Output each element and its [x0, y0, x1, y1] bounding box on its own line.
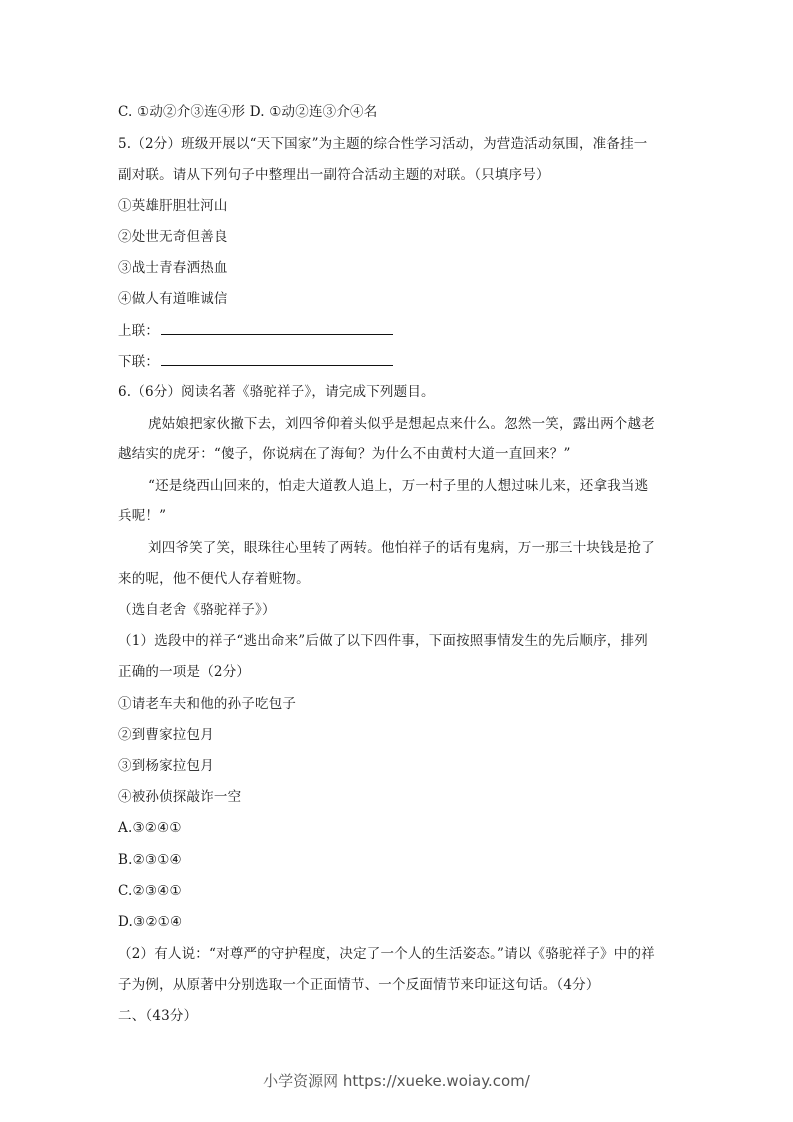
lower-couplet-row	[118, 353, 393, 370]
q6-1-option-d: D.③②①④	[118, 914, 183, 930]
q6-1-stem-line1: （1）选段中的祥子“逃出命来”后做了以下四件事，下面按照事情发生的先后顺序，排列	[118, 633, 648, 649]
upper-couplet-row	[118, 322, 393, 339]
q6-1-stem-line2: 正确的一项是（2分）	[118, 664, 251, 680]
upper-couplet-label: 上联：	[118, 323, 160, 339]
passage-line-3: “还是绕西山回来的，怕走大道教人追上，万一村子里的人想过味儿来，还拿我当逃	[148, 478, 649, 494]
passage-line-5: 刘四爷笑了笑，眼珠往心里转了两转。他怕祥子的话有鬼病，万一那三十块钱是抢了	[148, 540, 655, 556]
watermark-footer: 小学资源网 https://xueke.woiay.com/	[263, 1072, 530, 1090]
passage-line-4: 兵呢！”	[118, 508, 167, 524]
q5-stem-line1: 5.（2分）班级开展以“天下国家”为主题的综合性学习活动，为营造活动氛围，准备挂一	[118, 136, 648, 152]
passage-line-6: 来的呢，他不便代人存着赃物。	[118, 571, 310, 587]
q4-options-cd: C. ①动②介③连④形 D. ①动②连③介④名	[118, 104, 378, 120]
q6-1-event-1: ①请老车夫和他的孙子吃包子	[118, 696, 297, 712]
q6-intro: 6.（6分）阅读名著《骆驼祥子》，请完成下列题目。	[118, 384, 435, 400]
q6-1-option-c: C.②③④①	[118, 883, 182, 899]
passage-line-2: 越结实的虎牙：“傻子，你说病在了海甸？为什么不由黄村大道一直回来？”	[118, 446, 571, 462]
q5-stem-line2: 副对联。请从下列句子中整理出一副符合活动主题的对联。（只填序号）	[118, 167, 550, 183]
q6-1-option-a: A.③②④①	[118, 820, 182, 836]
section-2-heading: 二、（43分）	[118, 1008, 198, 1024]
q6-2-stem-line1: （2）有人说：“对尊严的守护程度，决定了一个人的生活姿态。”请以《骆驼祥子》中的祥	[118, 946, 655, 962]
q5-item-2: ②处世无奇但善良	[118, 229, 228, 245]
q6-1-option-b: B.②③①④	[118, 852, 182, 868]
lower-couplet-blank[interactable]	[161, 353, 393, 366]
q6-2-stem-line2: 子为例，从原著中分别选取一个正面情节、一个反面情节来印证这句话。（4分）	[118, 977, 600, 993]
q5-item-3: ③战士青春洒热血	[118, 260, 228, 276]
upper-couplet-blank[interactable]	[161, 322, 393, 335]
q5-item-4: ④做人有道唯诚信	[118, 291, 228, 307]
q6-1-event-4: ④被孙侦探敲诈一空	[118, 789, 242, 805]
q5-item-1: ①英雄肝胆壮河山	[118, 198, 228, 214]
passage-source: （选自老舍《骆驼祥子》）	[118, 602, 276, 618]
passage-line-1: 虎姑娘把家伙撤下去，刘四爷仰着头似乎是想起点来什么。忽然一笑，露出两个越老	[148, 416, 655, 432]
q6-1-event-3: ③到杨家拉包月	[118, 758, 214, 774]
lower-couplet-label: 下联：	[118, 354, 160, 370]
q6-1-event-2: ②到曹家拉包月	[118, 727, 214, 743]
